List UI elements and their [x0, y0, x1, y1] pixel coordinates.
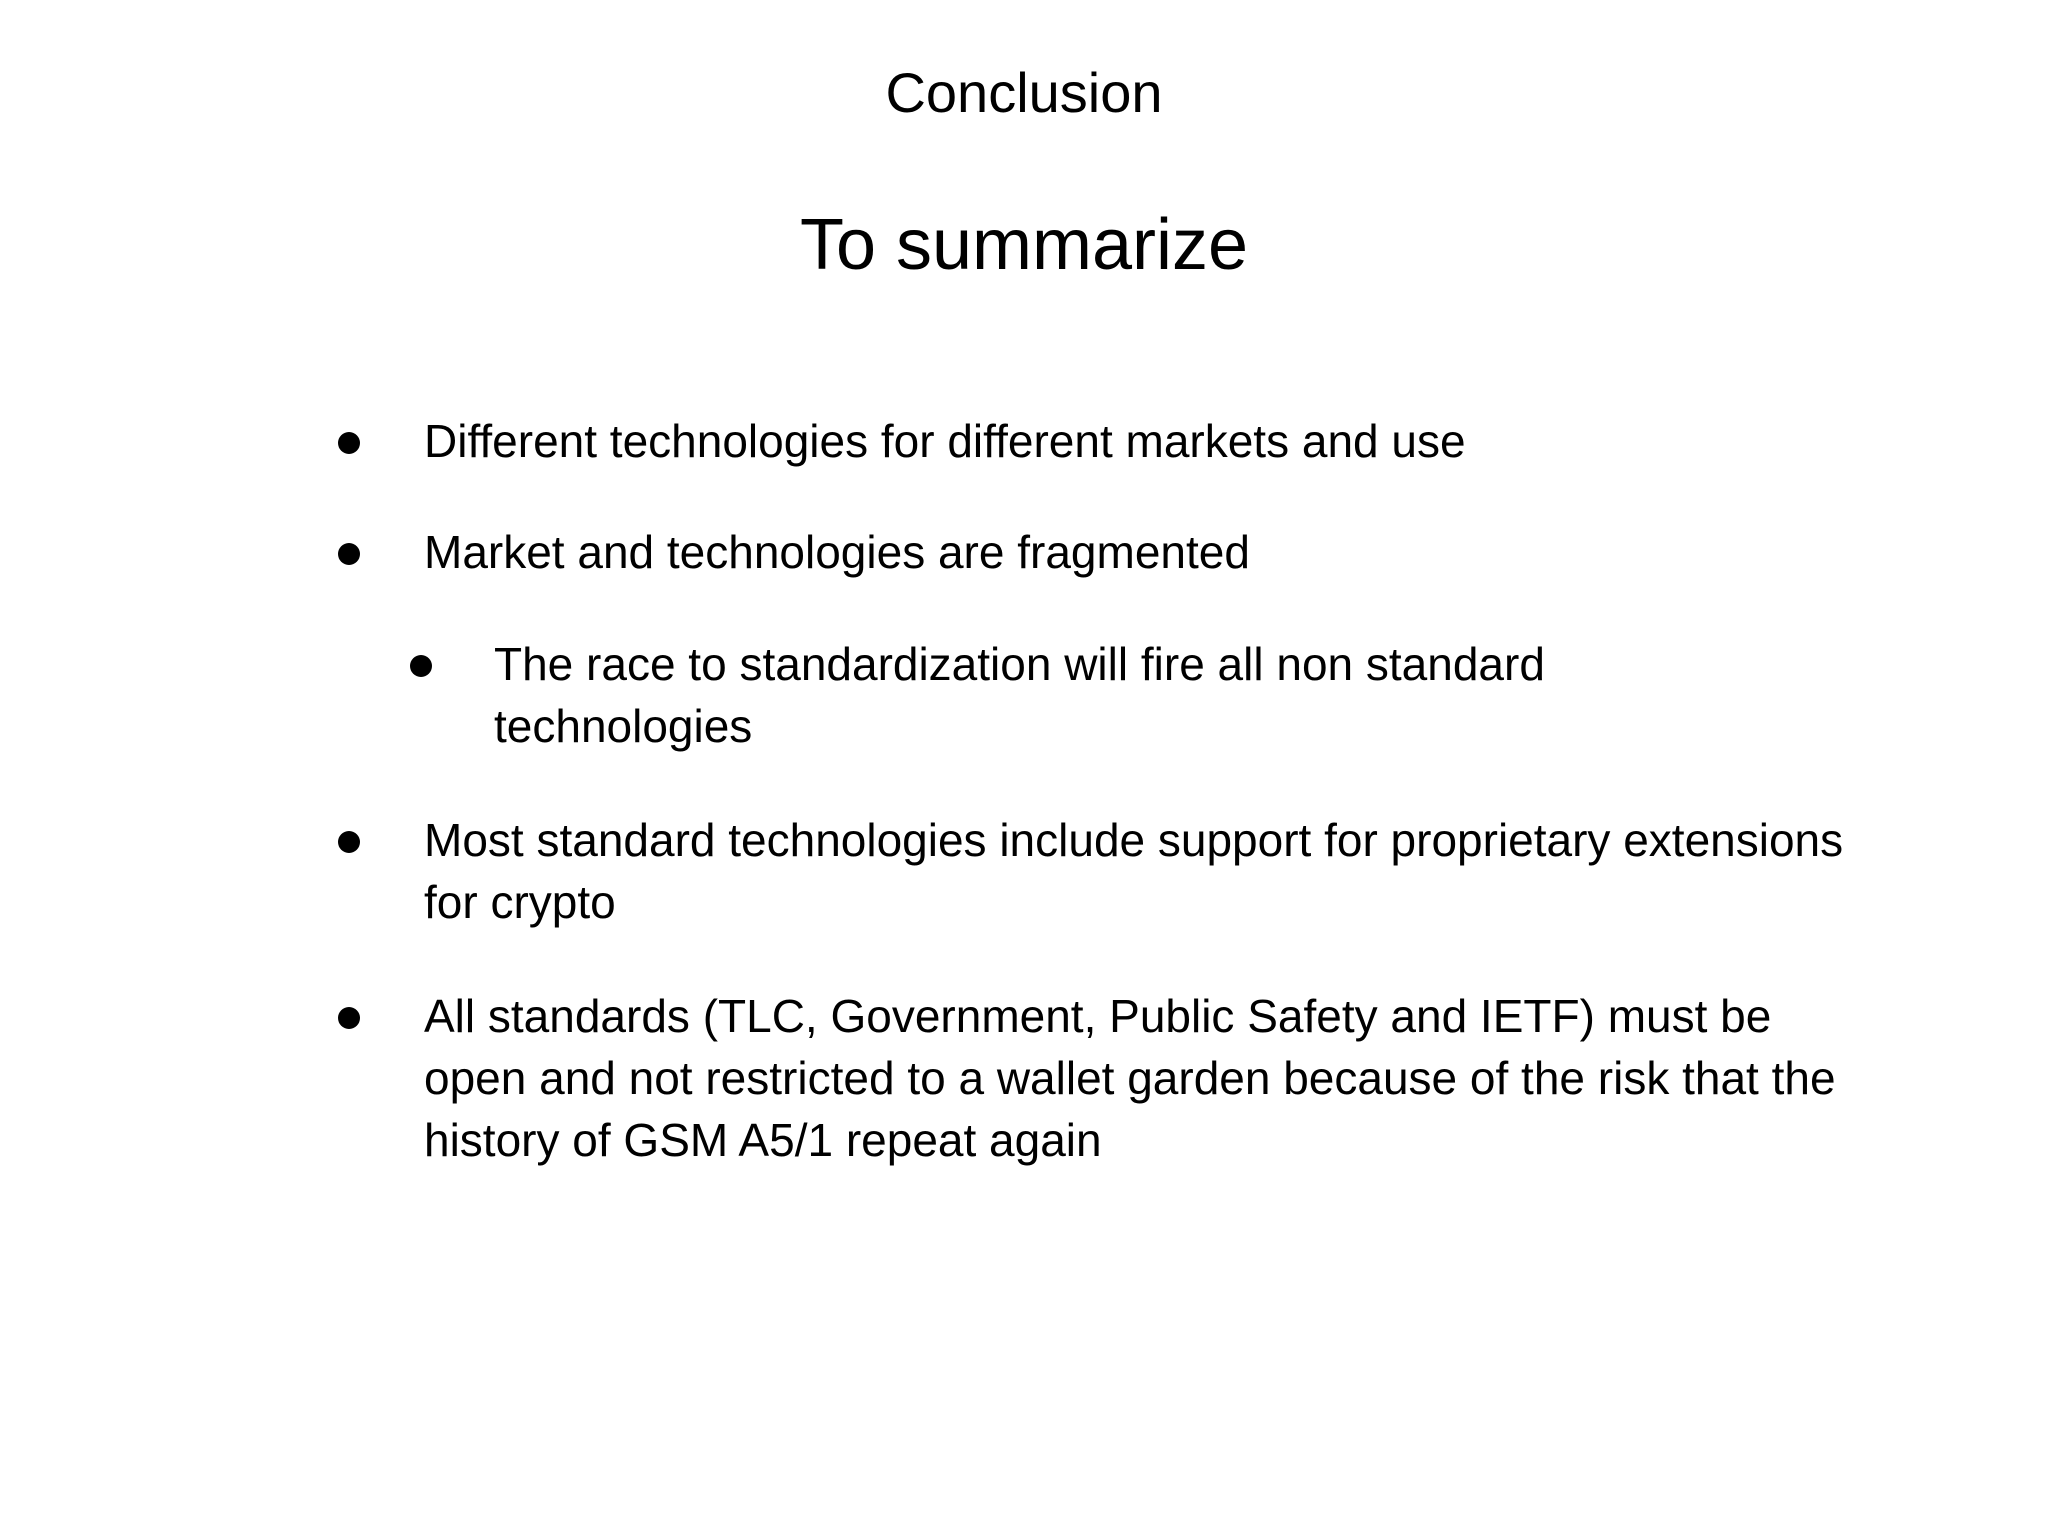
bullet-dot-icon [338, 432, 360, 454]
slide-title: To summarize [799, 205, 1249, 285]
section-title: Conclusion [885, 61, 1163, 124]
bullet-text: All standards (TLC, Government, Public Safety and IETF) must be open and not restricted to a wallet garden because of the risk that the history of GSM A5/1 repeat again [424, 990, 1836, 1166]
bullet-text: Most standard technologies include support for proprietary extensions for crypto [424, 814, 1844, 928]
bullet-dot-icon [338, 543, 360, 565]
bullet-dot-icon [410, 655, 432, 677]
bullet-text: Market and technologies are fragmented [424, 526, 1250, 578]
bullet-text: The race to standardization will fire all non standard technologies [494, 638, 1545, 752]
bullet-dot-icon [338, 1007, 360, 1029]
bullet-dot-icon [338, 831, 360, 853]
bullet-text: Different technologies for different markets and use [424, 415, 1466, 467]
